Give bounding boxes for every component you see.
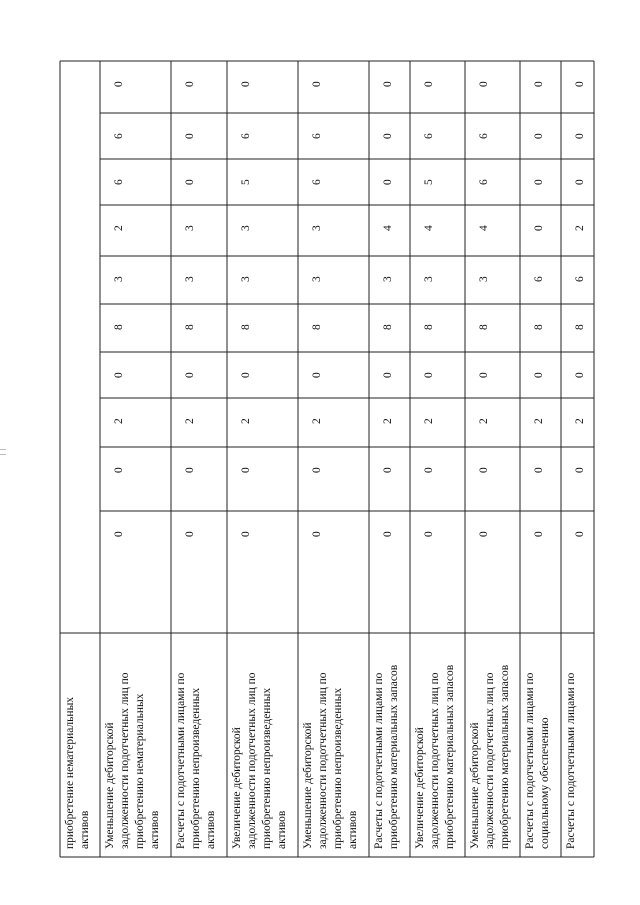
row-label-line: приобретению материальных запасов (388, 664, 400, 849)
row-label-line: Уменьшение дебиторской (104, 722, 116, 849)
row-label-line: приобретению материальных запасов (499, 664, 511, 849)
value-cell: 3 (184, 225, 196, 231)
row-label (468, 665, 513, 849)
value-cell: 0 (311, 372, 323, 378)
row-label-line: Уменьшение дебиторской (469, 722, 481, 849)
value-cell: 0 (382, 81, 394, 87)
row-label (564, 673, 579, 849)
row-label-line: приобретению непроизведенных (332, 687, 344, 849)
row-label (372, 665, 402, 849)
value-cell: 0 (574, 179, 586, 185)
value-cell: 0 (382, 372, 394, 378)
row-label-line: приобретению непроизведенных (261, 687, 273, 849)
row-label-line: активов (276, 810, 288, 849)
row-label-line: приобретению материальных запасов (444, 664, 456, 849)
row-label-line: Увеличение дебиторской (231, 727, 243, 849)
value-cell: 0 (533, 225, 545, 231)
value-cell: 0 (533, 372, 545, 378)
value-cell: 3 (423, 276, 435, 282)
value-cell: 0 (533, 133, 545, 139)
value-cell: 0 (478, 81, 490, 87)
value-cell: 6 (478, 133, 490, 139)
row-label (174, 673, 219, 849)
value-cell: 2 (478, 418, 490, 424)
value-cell: 0 (478, 467, 490, 473)
value-cell: 2 (533, 418, 545, 424)
scan-edge-mark (0, 449, 6, 450)
value-cell: 8 (478, 324, 490, 330)
value-cell: 0 (478, 372, 490, 378)
value-cell: 6 (533, 276, 545, 282)
value-cell: 3 (311, 225, 323, 231)
value-cell: 0 (478, 531, 490, 537)
row-label (523, 673, 553, 849)
row-label-line: активов (347, 810, 359, 849)
value-cell: 0 (311, 531, 323, 537)
value-cell: 8 (311, 324, 323, 330)
value-cell: 8 (574, 324, 586, 330)
row-label-line: задолженности подотчетных лиц по (246, 672, 258, 849)
value-cell: 3 (240, 225, 252, 231)
value-cell: 0 (574, 133, 586, 139)
value-cell: 4 (478, 225, 490, 231)
value-cell: 6 (311, 133, 323, 139)
value-cell: 6 (240, 133, 252, 139)
value-cell: 0 (240, 372, 252, 378)
value-cell: 0 (574, 467, 586, 473)
value-cell: 4 (423, 225, 435, 231)
value-cell: 0 (574, 372, 586, 378)
value-cell: 0 (184, 81, 196, 87)
value-cell: 0 (533, 81, 545, 87)
value-cell: 0 (184, 467, 196, 473)
row-label-line: Расчеты с подотчетными лицами по (565, 672, 577, 849)
value-cell: 0 (240, 467, 252, 473)
value-cell: 5 (423, 179, 435, 185)
row-label-line: социальному обеспечению (539, 717, 551, 849)
value-cell: 2 (423, 418, 435, 424)
value-cell: 0 (423, 531, 435, 537)
row-label-line: активов (205, 810, 217, 849)
value-cell: 6 (113, 133, 125, 139)
row-label (103, 672, 163, 849)
row-label (413, 665, 458, 849)
row-label (230, 672, 290, 849)
row-label-line: Расчеты с подотчетными лицами по (524, 672, 536, 849)
row-label-line: Расчеты с подотчетными лицами по (175, 672, 187, 849)
value-cell: 2 (240, 418, 252, 424)
value-cell: 2 (311, 418, 323, 424)
value-cell: 2 (184, 418, 196, 424)
value-cell: 6 (113, 179, 125, 185)
value-cell: 8 (533, 324, 545, 330)
value-cell: 8 (240, 324, 252, 330)
value-cell: 0 (382, 531, 394, 537)
row-label-line: приобретению нематериальных (134, 693, 146, 849)
row-label-line: активов (149, 810, 161, 849)
value-cell: 0 (423, 81, 435, 87)
value-cell: 0 (113, 531, 125, 537)
value-cell: 2 (382, 418, 394, 424)
value-cell: 6 (423, 133, 435, 139)
row-label-line: приобретению непроизведенных (190, 687, 202, 849)
value-cell: 0 (574, 81, 586, 87)
value-cell: 0 (423, 467, 435, 473)
value-cell: 3 (311, 276, 323, 282)
value-cell: 8 (423, 324, 435, 330)
value-cell: 0 (533, 467, 545, 473)
row-label-line: приобретение нематериальных (64, 696, 76, 849)
value-cell: 0 (184, 531, 196, 537)
value-cell: 0 (382, 133, 394, 139)
value-cell: 2 (574, 418, 586, 424)
value-cell: 5 (240, 179, 252, 185)
scan-edge-mark (0, 454, 6, 455)
row-label-line: Увеличение дебиторской (414, 727, 426, 849)
value-cell: 6 (478, 179, 490, 185)
value-cell: 0 (574, 531, 586, 537)
value-cell: 0 (113, 81, 125, 87)
row-label (63, 697, 93, 849)
value-cell: 0 (113, 467, 125, 473)
value-cell: 0 (184, 133, 196, 139)
value-cell: 2 (574, 225, 586, 231)
value-cell: 0 (184, 179, 196, 185)
row-label-line: задолженности подотчетных лиц по (484, 672, 496, 849)
value-cell: 0 (382, 467, 394, 473)
value-cell: 0 (240, 81, 252, 87)
value-cell: 3 (113, 276, 125, 282)
value-cell: 0 (533, 531, 545, 537)
value-cell: 3 (382, 276, 394, 282)
value-cell: 0 (423, 372, 435, 378)
value-cell: 4 (382, 225, 394, 231)
value-cell: 3 (478, 276, 490, 282)
value-cell: 0 (311, 81, 323, 87)
value-cell: 6 (574, 276, 586, 282)
value-cell: 8 (184, 324, 196, 330)
value-cell: 2 (113, 225, 125, 231)
value-cell: 0 (382, 179, 394, 185)
row-label-line: задолженности подотчетных лиц по (429, 672, 441, 849)
row-label-line: задолженности подотчетных лиц по (119, 672, 131, 849)
value-cell: 8 (382, 324, 394, 330)
value-cell: 3 (240, 276, 252, 282)
value-cell: 3 (184, 276, 196, 282)
value-cell: 0 (240, 531, 252, 537)
value-cell: 0 (184, 372, 196, 378)
value-cell: 0 (311, 467, 323, 473)
value-cell: 0 (533, 179, 545, 185)
row-label-line: Уменьшение дебиторской (302, 722, 314, 849)
value-cell: 6 (311, 179, 323, 185)
row-label-line: задолженности подотчетных лиц по (317, 672, 329, 849)
row-label-line: Расчеты с подотчетными лицами по (373, 672, 385, 849)
value-cell: 2 (113, 418, 125, 424)
value-cell: 8 (113, 324, 125, 330)
value-cell: 0 (113, 372, 125, 378)
row-label-line: активов (79, 810, 91, 849)
row-label (301, 672, 361, 849)
